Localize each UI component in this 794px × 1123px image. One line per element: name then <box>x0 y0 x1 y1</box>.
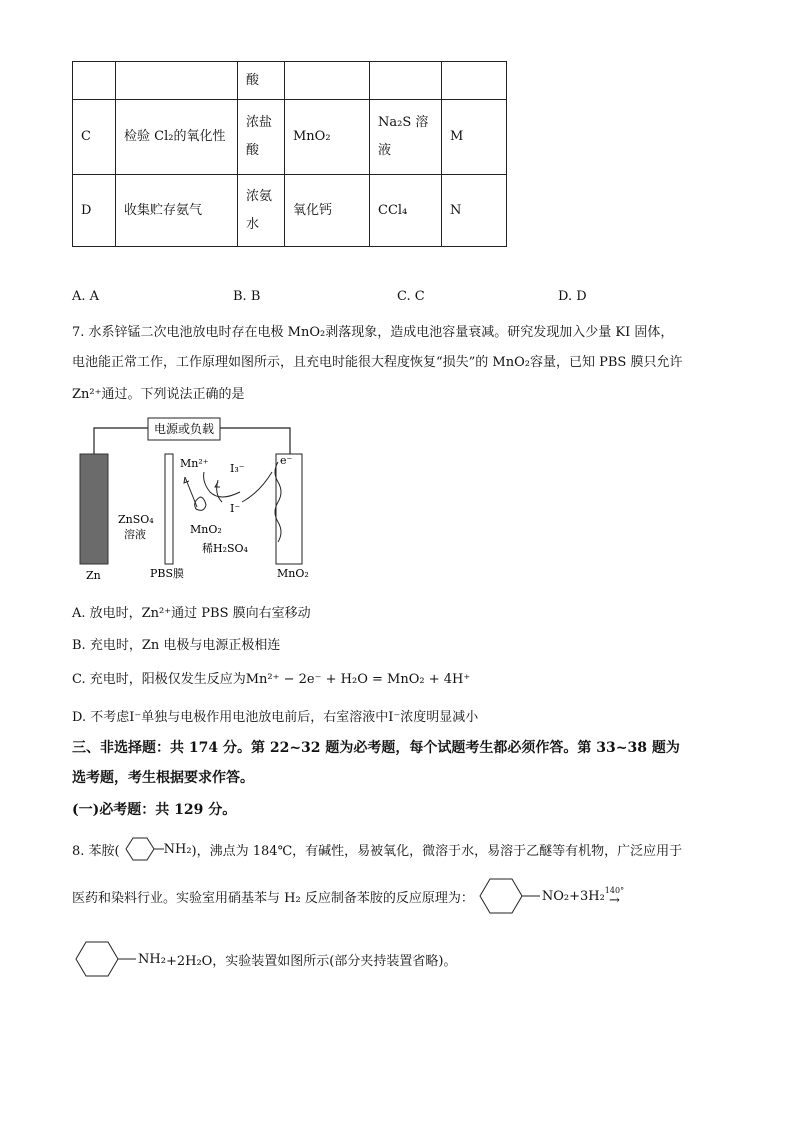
table-cell: 酸 <box>238 62 285 100</box>
table-cell: 浓氨水 <box>238 175 285 247</box>
reagent-table <box>72 61 507 247</box>
arrow-electron <box>242 472 272 502</box>
solution-label: 溶液 <box>124 528 146 541</box>
q7-option-a[interactable]: A. 放电时，Zn²⁺通过 PBS 膜向右室移动 <box>72 606 311 621</box>
table-cell: Na₂S 溶液 <box>370 100 442 175</box>
q8-text-a2: )，沸点为 184℃，有碱性，易被氧化，微溶于水，易溶于乙醚等有机物，广泛应用于 <box>191 843 683 859</box>
i3-label: I₃⁻ <box>230 462 245 475</box>
q7-stem-line1: 7. 水系锌锰二次电池放电时存在电极 MnO₂剥落现象，造成电池容量衰减。研究发现加入少量 KI 固体， <box>72 325 674 340</box>
mno2-particle <box>195 497 206 510</box>
mn2-label: Mn²⁺ <box>180 457 209 470</box>
q8-text-a1: 8. 苯胺( <box>72 843 120 859</box>
q8-line2 <box>72 875 624 917</box>
table-cell <box>116 62 238 100</box>
option-d[interactable]: D. D <box>558 289 587 304</box>
q8-text-c: +2H₂O，实验装置如图所示(部分夹持装置省略)。 <box>165 953 457 969</box>
zn-label: Zn <box>86 569 101 582</box>
reaction-arrow <box>605 886 624 906</box>
wire-right <box>220 428 290 454</box>
table-cell <box>442 62 507 100</box>
table-cell: 浓盐酸 <box>238 100 285 175</box>
q8-no2: NO₂ <box>541 888 570 904</box>
table-cell: 收集贮存氨气 <box>116 175 238 247</box>
q7-stem-line3: Zn²⁺通过。下列说法正确的是 <box>72 387 245 402</box>
table-cell: 检验 Cl₂的氧化性 <box>116 100 238 175</box>
wire-left <box>94 428 148 454</box>
table-cell: N <box>442 175 507 247</box>
nitrobenzene-ring-icon <box>474 875 542 917</box>
zn-electrode <box>80 454 108 564</box>
table-row <box>73 62 507 100</box>
reaction-condition: 140° <box>604 886 625 895</box>
q8-nh2-2: NH₂ <box>138 951 166 967</box>
table-cell <box>73 62 116 100</box>
section-heading-line2: 选考题，考生根据要求作答。 <box>72 770 254 786</box>
q7-option-b[interactable]: B. 充电时，Zn 电极与电源正极相连 <box>72 638 281 653</box>
mno2-electrode <box>276 454 302 564</box>
pbs-label: PBS膜 <box>150 567 185 580</box>
table-row <box>73 100 507 175</box>
mno2-electrode-label: MnO₂ <box>277 567 309 580</box>
table-cell: 氧化钙 <box>285 175 370 247</box>
i-label: I⁻ <box>230 502 241 515</box>
table-cell <box>285 62 370 100</box>
q8-nh2-1: NH₂ <box>163 841 192 857</box>
table-row <box>73 175 507 247</box>
electron-label: e⁻ <box>280 454 293 467</box>
arrow-glyph: → <box>608 893 620 908</box>
q8-h2: +3H₂ <box>569 888 605 904</box>
h2so4-label: 稀H₂SO₄ <box>202 542 248 555</box>
q8-text-b1: 医药和染料行业。实验室用硝基苯与 H₂ 反应制备苯胺的反应原理为： <box>72 890 474 906</box>
q8-line3 <box>72 938 456 980</box>
power-label: 电源或负载 <box>153 422 215 436</box>
q8-line1 <box>72 835 682 863</box>
table-cell: D <box>73 175 116 247</box>
znso4-label: ZnSO₄ <box>118 513 154 526</box>
pbs-membrane <box>165 454 173 564</box>
q7-stem-line2: 电池能正常工作，工作原理如图所示，且充电时能很大程度恢复“损失”的 MnO₂容量，已知 PBS 膜只允许 <box>72 355 683 370</box>
option-b[interactable]: B. B <box>233 289 261 304</box>
q7-option-d[interactable]: D. 不考虑I⁻单独与电极作用电池放电前后，右室溶液中I⁻浓度明显减小 <box>72 710 479 725</box>
mno2-particle-label: MnO₂ <box>190 523 222 536</box>
option-c[interactable]: C. C <box>397 289 425 304</box>
aniline-ring-icon <box>72 938 138 980</box>
section-heading-line1: 三、非选择题：共 174 分。第 22~32 题为必考题，每个试题考生都必须作答。第 33~38 题为 <box>72 740 680 756</box>
arrow-loop <box>204 472 240 497</box>
battery-diagram <box>72 412 332 587</box>
table-cell <box>370 62 442 100</box>
q7-option-c[interactable]: C. 充电时，阳极仅发生反应为Mn²⁺ − 2e⁻ + H₂O = MnO₂ + 4H⁺ <box>72 672 471 687</box>
table-cell: MnO₂ <box>285 100 370 175</box>
section-subheading: (一)必考题：共 129 分。 <box>72 802 237 818</box>
table-cell: C <box>73 100 116 175</box>
benzene-ring-icon <box>120 835 164 863</box>
table-cell: M <box>442 100 507 175</box>
option-a[interactable]: A. A <box>72 289 100 304</box>
table-cell: CCl₄ <box>370 175 442 247</box>
